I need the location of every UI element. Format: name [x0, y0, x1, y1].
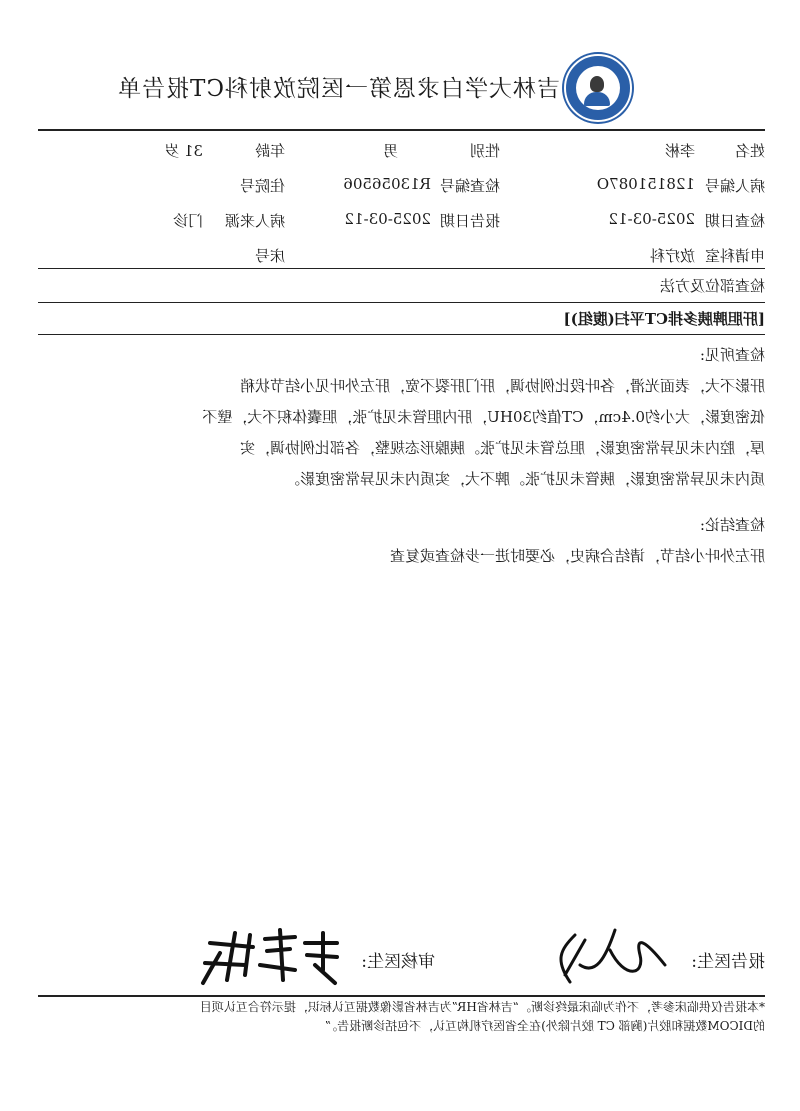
- patient-no-value: 128151087O: [596, 175, 695, 193]
- conclusion-section: [40, 510, 765, 572]
- reporter-label: 报告医生:: [691, 952, 765, 972]
- dept-value: 放疗科: [649, 247, 695, 265]
- patient-no-label: 病人编号: [704, 177, 765, 195]
- source-label: 病人来源: [224, 212, 285, 230]
- footer-divider: [38, 995, 765, 997]
- reviewer-label: 审核医生:: [361, 952, 435, 972]
- reviewer-signature-icon: [195, 925, 345, 990]
- info-row-2: [43, 167, 765, 202]
- footnote: [35, 998, 765, 1036]
- source-value: 门诊: [172, 212, 203, 230]
- report-date-label: 报告日期: [439, 212, 500, 230]
- method-title: [肝胆脾胰多排CT平扫(腹组)]: [563, 310, 765, 328]
- info-row-1: [43, 132, 765, 167]
- name-label: 姓名: [734, 142, 765, 160]
- patient-info-table: [43, 132, 765, 272]
- report-header: [0, 50, 800, 120]
- header-divider: [38, 129, 765, 131]
- university-seal-icon: [564, 54, 632, 122]
- age-label: 年龄: [254, 142, 285, 160]
- method-title-section: [40, 308, 765, 329]
- info-row-3: [43, 202, 765, 237]
- findings-line-3: 厚，腔内未见异常密度影，胆总管未见扩张。胰腺形态规整，各部比例协调，实: [239, 439, 765, 457]
- reporter-signature-icon: [545, 920, 675, 990]
- findings-section: [40, 340, 765, 495]
- exam-no-value: R13056506: [343, 175, 431, 193]
- method-heading: 检查部位及方法: [659, 277, 765, 295]
- conclusion-heading: 检查结论:: [699, 516, 765, 534]
- findings-line-4: 质内未见异常密度影，胰管未见扩张。脾不大，实质内未见异常密度影。: [284, 470, 765, 488]
- findings-line-2: 低密度影，大小约0.4cm，CT值约30HU，肝内胆管未见扩张，胆囊体积不大，壁不: [202, 408, 765, 426]
- method-divider-bottom: [38, 334, 765, 335]
- signature-area: [40, 925, 765, 995]
- dept-label: 申请科室: [704, 247, 765, 265]
- exam-date-value: 2025-03-12: [608, 210, 695, 228]
- bed-label: 床号: [254, 247, 285, 265]
- report-date-value: 2025-03-12: [344, 210, 431, 228]
- footnote-line-1: *本报告仅供临床参考，不作为临床最终诊断。“吉林省HR”为吉林省影像数据互认标识，提示符合互认项目: [199, 1000, 765, 1014]
- exam-date-label: 检查日期: [704, 212, 765, 230]
- exam-method-section: [40, 275, 765, 296]
- findings-heading: 检查所见:: [699, 346, 765, 364]
- age-value: 31 岁: [164, 142, 203, 160]
- findings-line-1: 肝影不大，表面光滑，各叶段比例协调，肝门肝裂不宽，肝左外叶见小结节状稍: [239, 377, 765, 395]
- exam-no-label: 检查编号: [439, 177, 500, 195]
- footnote-line-2: 的DICOM数据和胶片(胸部 CT 胶片除外)在全省医疗机构互认，不包括诊断报告。”: [325, 1019, 765, 1033]
- name-value: 李彬: [664, 142, 695, 160]
- sex-value: 男: [382, 142, 398, 160]
- info-divider: [38, 268, 765, 269]
- info-row-4: [43, 237, 765, 272]
- sex-label: 性别: [469, 142, 500, 160]
- conclusion-text: 肝左外叶小结节，请结合病史，必要时进一步检查或复查: [389, 547, 765, 565]
- method-divider-top: [38, 302, 765, 303]
- report-title: 吉林大学白求恩第一医院放射科CT报告单: [117, 76, 560, 102]
- inpatient-no-label: 住院号: [239, 177, 285, 195]
